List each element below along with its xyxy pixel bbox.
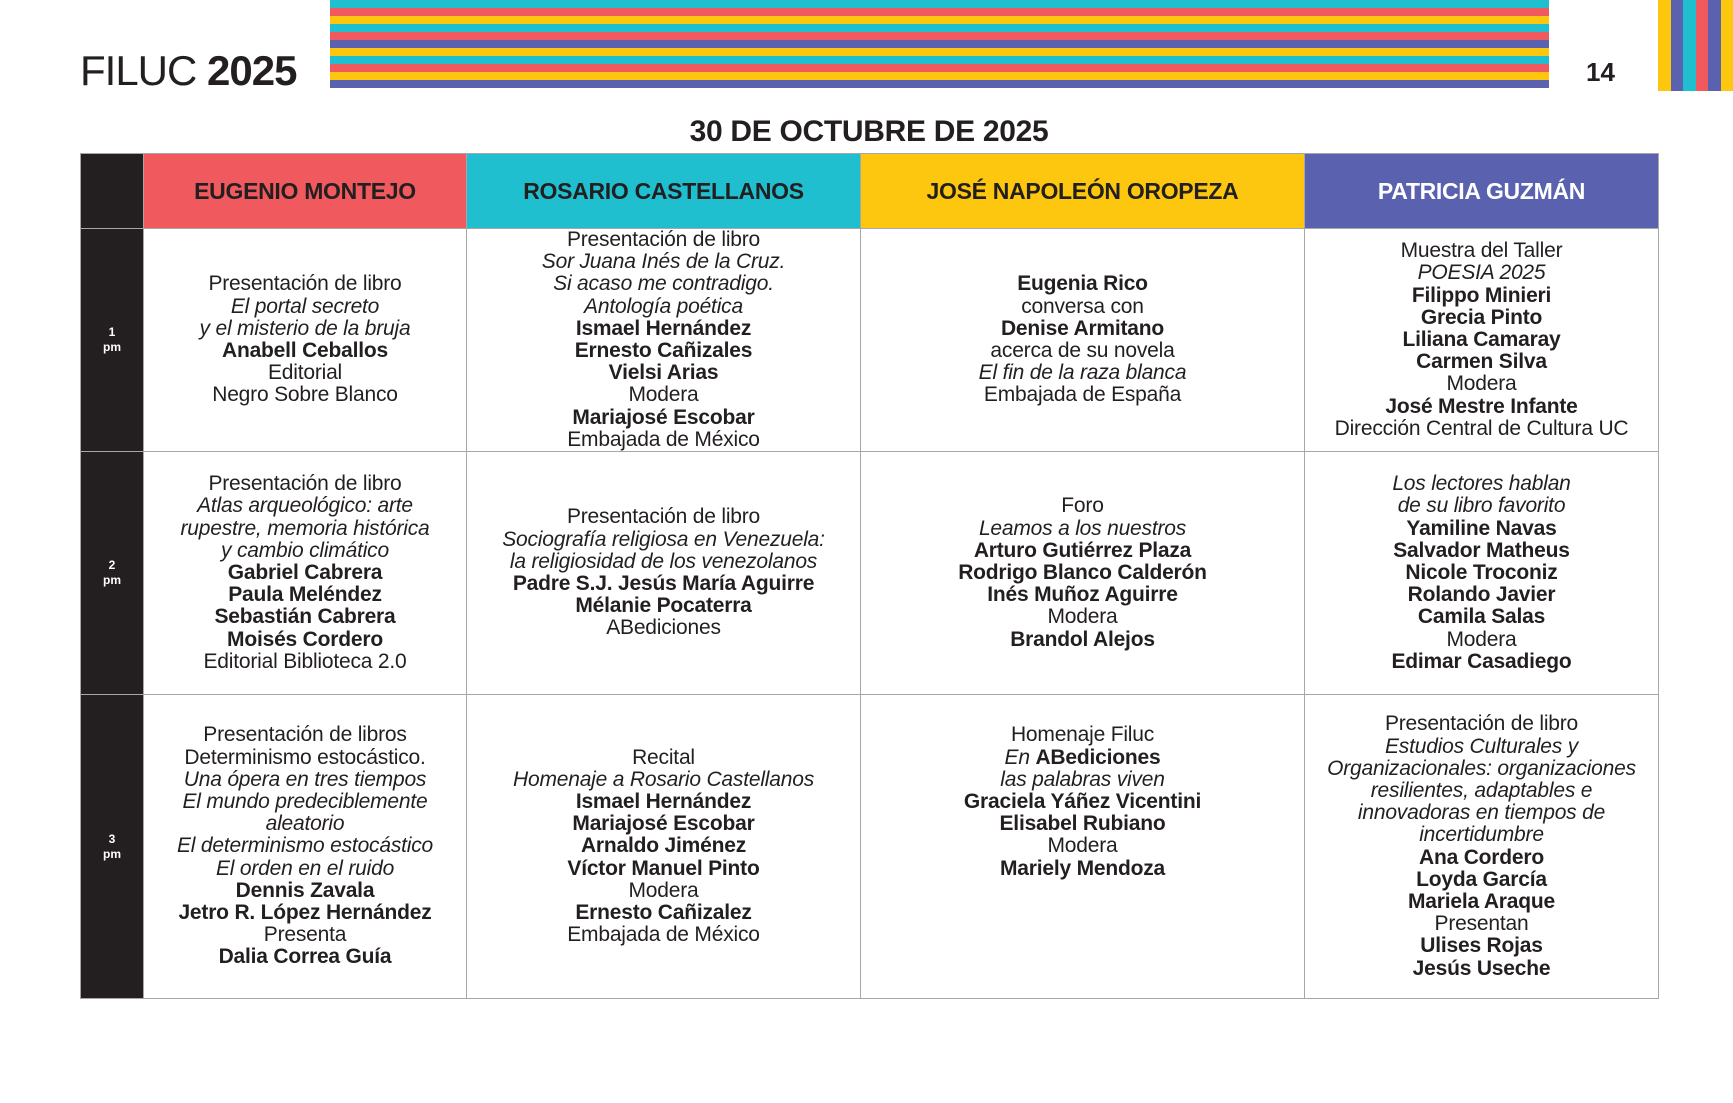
event-line: Antología poética bbox=[584, 294, 743, 318]
event-cell bbox=[1305, 695, 1659, 999]
event-line: Los lectores hablan bbox=[1392, 472, 1571, 496]
participant-name: Ismael Hernández bbox=[575, 316, 752, 340]
hall-header: JOSÉ NAPOLEÓN OROPEZA bbox=[861, 154, 1305, 229]
participant-name: Nicole Troconiz bbox=[1405, 560, 1558, 584]
participant-name: Mariela Araque bbox=[1408, 889, 1555, 913]
event-line: Presentación de libro bbox=[208, 272, 402, 296]
event-line-part: En bbox=[1004, 745, 1036, 769]
participant-name: Salvador Matheus bbox=[1393, 538, 1570, 562]
event-line: Negro Sobre Blanco bbox=[212, 383, 398, 407]
participant-name: Víctor Manuel Pinto bbox=[567, 856, 760, 880]
stripe bbox=[1658, 0, 1671, 91]
participant-name: Jetro R. López Hernández bbox=[178, 901, 432, 925]
event-line: Homenaje a Rosario Castellanos bbox=[513, 767, 814, 791]
event-line: innovadoras en tiempos de bbox=[1357, 801, 1606, 825]
event-line: rupestre, memoria histórica bbox=[180, 516, 430, 540]
stripe bbox=[330, 32, 1549, 40]
event-line: Organizacionales: organizaciones bbox=[1327, 756, 1636, 780]
event-cell bbox=[144, 452, 467, 695]
schedule-date: 30 DE OCTUBRE DE 2025 bbox=[689, 115, 1049, 148]
event-line: Dirección Central de Cultura UC bbox=[1334, 416, 1629, 440]
stripe bbox=[330, 48, 1549, 56]
participant-name: Grecia Pinto bbox=[1420, 305, 1543, 329]
event-line: acerca de su novela bbox=[990, 339, 1175, 363]
stripe bbox=[330, 0, 1549, 8]
time-slot-row bbox=[81, 452, 1659, 695]
time-period: pm bbox=[103, 846, 121, 861]
participant-name: Mariajosé Escobar bbox=[572, 405, 755, 429]
event-line: Editorial Biblioteca 2.0 bbox=[203, 649, 407, 673]
event-line-spacer bbox=[869, 924, 1296, 946]
event-line: de su libro favorito bbox=[1397, 494, 1566, 518]
event-line: Homenaje Filuc bbox=[1010, 723, 1155, 747]
participant-name: Denise Armitano bbox=[1000, 316, 1165, 340]
stripe bbox=[330, 8, 1549, 16]
stripe bbox=[330, 56, 1549, 64]
time-hour: 3 bbox=[108, 831, 116, 846]
decorative-side-stripes bbox=[1658, 0, 1733, 91]
participant-name: Edimar Casadiego bbox=[1391, 649, 1572, 673]
event-line: y el misterio de la bruja bbox=[199, 316, 411, 340]
page-number: 14 bbox=[1586, 57, 1615, 87]
participant-name: Yamiline Navas bbox=[1406, 516, 1557, 540]
event-line: y cambio climático bbox=[221, 538, 389, 562]
event-line: aleatorio bbox=[265, 812, 345, 836]
participant-name: Rolando Javier bbox=[1407, 583, 1556, 607]
stripe bbox=[330, 16, 1549, 24]
time-slot-row bbox=[81, 229, 1659, 452]
participant-name: Dennis Zavala bbox=[235, 878, 375, 902]
participant-name: Padre S.J. Jesús María Aguirre bbox=[512, 572, 815, 596]
event-line: Embajada de España bbox=[983, 383, 1182, 407]
event-line: Presenta bbox=[263, 923, 347, 947]
brand-title bbox=[80, 48, 296, 94]
event-line: Presentación de libro bbox=[1384, 712, 1579, 736]
event-line bbox=[869, 747, 1296, 769]
event-line: Leamos a los nuestros bbox=[978, 516, 1187, 540]
event-line: Determinismo estocástico. bbox=[184, 745, 426, 769]
stripe bbox=[1696, 0, 1709, 91]
participant-name: Anabell Ceballos bbox=[221, 339, 388, 363]
participant-name: Ernesto Cañizalez bbox=[575, 901, 752, 925]
stripe bbox=[1721, 0, 1733, 91]
participant-name: Inés Muñoz Aguirre bbox=[987, 583, 1178, 607]
participant-name: Eugenia Rico bbox=[1017, 272, 1148, 296]
event-line: las palabras viven bbox=[1000, 767, 1165, 791]
participant-name: Ismael Hernández bbox=[575, 790, 752, 814]
time-period: pm bbox=[103, 573, 121, 588]
event-line: Sor Juana Inés de la Cruz. bbox=[541, 250, 786, 274]
participant-name: Brandol Alejos bbox=[1010, 627, 1155, 651]
time-hour: 1 bbox=[108, 325, 116, 340]
event-line: El orden en el ruido bbox=[215, 856, 395, 880]
event-line: Muestra del Taller bbox=[1400, 239, 1563, 263]
participant-name: Liliana Camaray bbox=[1402, 327, 1561, 351]
time-slot-row bbox=[81, 695, 1659, 999]
event-line: El portal secreto bbox=[230, 294, 380, 318]
event-line: Modera bbox=[628, 878, 699, 902]
event-line: Modera bbox=[1047, 605, 1118, 629]
participant-name: Jesús Useche bbox=[1412, 956, 1551, 980]
time-label bbox=[81, 452, 144, 695]
event-line: Embajada de México bbox=[567, 427, 760, 451]
stripe bbox=[330, 40, 1549, 48]
hall-header: ROSARIO CASTELLANOS bbox=[467, 154, 861, 229]
hall-header-row bbox=[81, 154, 1659, 229]
event-line: Editorial bbox=[267, 361, 343, 385]
event-line-spacer bbox=[869, 880, 1296, 902]
event-line: Modera bbox=[1047, 834, 1118, 858]
decorative-stripes bbox=[330, 0, 1549, 88]
event-line: incertidumbre bbox=[1419, 823, 1544, 847]
participant-name: Arturo Gutiérrez Plaza bbox=[973, 538, 1192, 562]
participant-name: Mariely Mendoza bbox=[999, 856, 1166, 880]
hall-header: EUGENIO MONTEJO bbox=[144, 154, 467, 229]
event-cell bbox=[861, 229, 1305, 452]
event-line-spacer bbox=[869, 902, 1296, 924]
event-line: Presentación de libro bbox=[566, 505, 761, 529]
participant-name: Vielsi Arias bbox=[608, 361, 719, 385]
event-line-part: ABediciones bbox=[1035, 745, 1161, 769]
event-line: Si acaso me contradigo. bbox=[553, 272, 774, 296]
stripe bbox=[1683, 0, 1696, 91]
participant-name: Loyda García bbox=[1416, 867, 1547, 891]
event-line: la religiosidad de los venezolanos bbox=[509, 549, 818, 573]
stripe bbox=[330, 64, 1549, 72]
event-line: Atlas arqueológico: arte bbox=[197, 494, 413, 518]
event-line: El mundo predeciblemente bbox=[182, 790, 428, 814]
participant-name: Arnaldo Jiménez bbox=[580, 834, 747, 858]
event-line: POESIA 2025 bbox=[1417, 261, 1546, 285]
event-line: Modera bbox=[628, 383, 699, 407]
participant-name: Paula Meléndez bbox=[228, 583, 382, 607]
event-line: Presentación de libro bbox=[208, 472, 402, 496]
event-line: Foro bbox=[1061, 494, 1104, 518]
participant-name: Elisabel Rubiano bbox=[999, 812, 1166, 836]
participant-name: Ana Cordero bbox=[1419, 845, 1544, 869]
participant-name: Sebastián Cabrera bbox=[214, 605, 396, 629]
event-cell bbox=[467, 452, 861, 695]
event-line: conversa con bbox=[1021, 294, 1144, 318]
event-cell bbox=[467, 229, 861, 452]
stripe bbox=[1671, 0, 1684, 91]
participant-name: Graciela Yáñez Vicentini bbox=[963, 790, 1202, 814]
participant-name: Camila Salas bbox=[1417, 605, 1546, 629]
event-cell bbox=[1305, 229, 1659, 452]
participant-name: Mélanie Pocaterra bbox=[575, 594, 752, 618]
event-line: Una ópera en tres tiempos bbox=[183, 767, 427, 791]
event-line: Estudios Culturales y bbox=[1384, 734, 1579, 758]
event-cell bbox=[1305, 452, 1659, 695]
time-hour: 2 bbox=[108, 558, 116, 573]
event-cell bbox=[467, 695, 861, 999]
participant-name: Mariajosé Escobar bbox=[572, 812, 755, 836]
event-line: Embajada de México bbox=[567, 923, 760, 947]
schedule-table bbox=[80, 153, 1659, 999]
time-label bbox=[81, 229, 144, 452]
event-line: El determinismo estocástico bbox=[176, 834, 434, 858]
time-period: pm bbox=[103, 340, 121, 355]
stripe bbox=[330, 80, 1549, 88]
participant-name: Ulises Rojas bbox=[1420, 934, 1543, 958]
participant-name: Ernesto Cañizales bbox=[574, 339, 753, 363]
brand-year: 2025 bbox=[207, 47, 297, 94]
time-label bbox=[81, 695, 144, 999]
stripe bbox=[330, 24, 1549, 32]
event-line: Presentación de libro bbox=[566, 228, 761, 251]
brand-name: FILUC bbox=[80, 47, 197, 94]
event-line: resilientes, adaptables e bbox=[1370, 778, 1593, 802]
event-cell bbox=[144, 229, 467, 452]
event-line: Sociografía religiosa en Venezuela: bbox=[502, 527, 825, 551]
participant-name: Moisés Cordero bbox=[227, 627, 383, 651]
event-cell bbox=[861, 452, 1305, 695]
event-line-spacer bbox=[869, 946, 1296, 968]
participant-name: Gabriel Cabrera bbox=[227, 560, 383, 584]
participant-name: José Mestre Infante bbox=[1385, 394, 1578, 418]
event-line: Modera bbox=[1446, 372, 1517, 396]
participant-name: Carmen Silva bbox=[1416, 350, 1547, 374]
participant-name: Rodrigo Blanco Calderón bbox=[958, 560, 1207, 584]
participant-name: Filippo Minieri bbox=[1411, 283, 1552, 307]
stripe bbox=[1708, 0, 1721, 91]
event-line: ABediciones bbox=[606, 616, 721, 640]
event-line: Presentación de libros bbox=[203, 723, 407, 747]
event-line: El fin de la raza blanca bbox=[978, 361, 1187, 385]
event-cell bbox=[861, 695, 1305, 999]
stripe bbox=[330, 72, 1549, 80]
event-cell bbox=[144, 695, 467, 999]
header-corner bbox=[81, 154, 144, 229]
event-line: Presentan bbox=[1434, 912, 1529, 936]
event-line: Modera bbox=[1446, 627, 1517, 651]
hall-header: PATRICIA GUZMÁN bbox=[1305, 154, 1659, 229]
participant-name: Dalia Correa Guía bbox=[218, 945, 392, 969]
event-line: Recital bbox=[632, 745, 695, 769]
